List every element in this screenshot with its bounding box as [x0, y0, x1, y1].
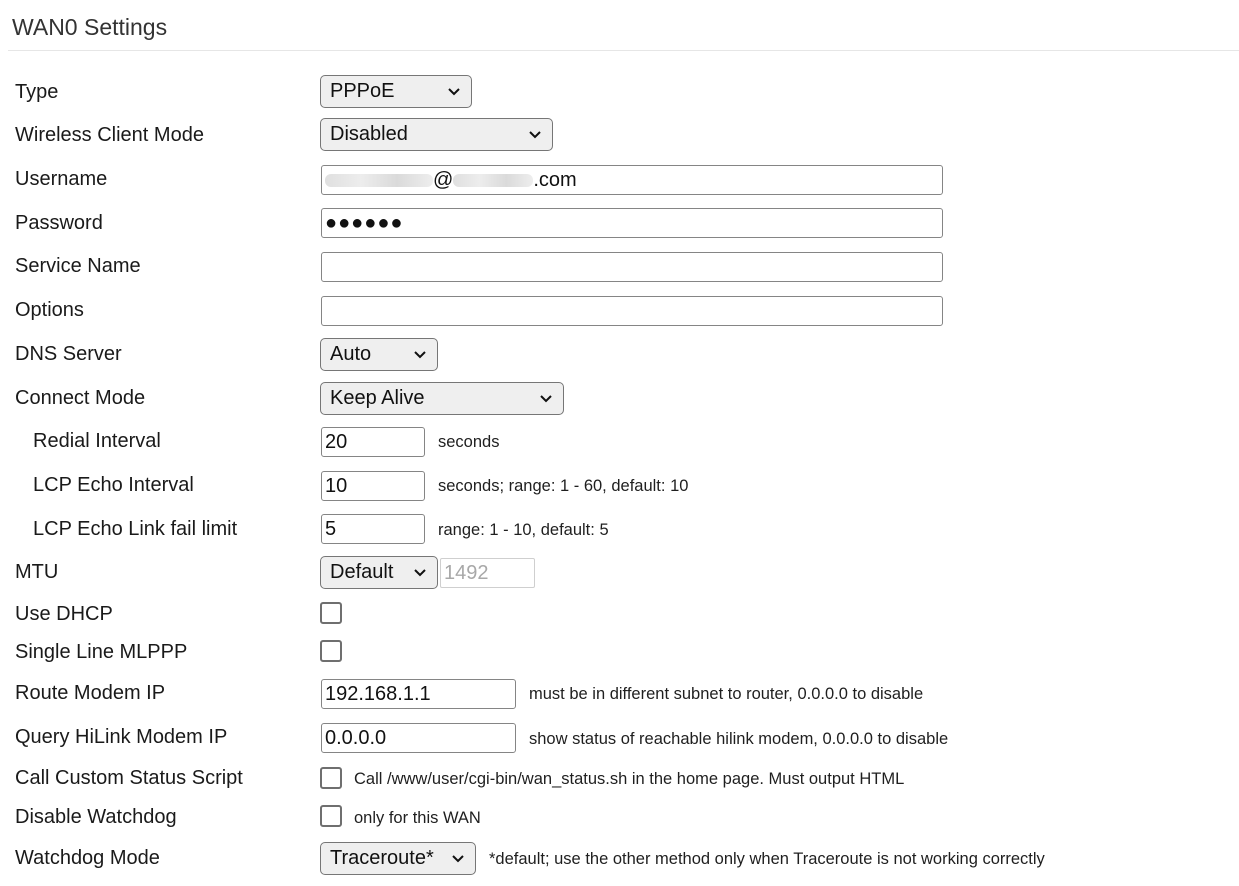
username-at: @	[433, 169, 454, 191]
wireless-client-mode-select[interactable]	[320, 118, 553, 151]
lcp-echo-fail-limit-input[interactable]: 5	[321, 514, 425, 544]
title-divider	[8, 50, 1239, 51]
redial-interval-label: Redial Interval	[33, 430, 161, 452]
options-input[interactable]	[321, 296, 943, 326]
call-custom-status-script-checkbox[interactable]	[320, 767, 342, 789]
watchdog-mode-select[interactable]	[320, 842, 476, 875]
connect-mode-label: Connect Mode	[15, 387, 146, 409]
watchdog-mode-label: Watchdog Mode	[15, 847, 160, 869]
lcp-echo-interval-input[interactable]: 10	[321, 471, 425, 501]
redial-interval-input[interactable]: 20	[321, 427, 425, 457]
connect-mode-select[interactable]	[320, 382, 564, 415]
chevron-down-icon	[539, 383, 553, 414]
chevron-down-icon	[451, 843, 465, 874]
watchdog-mode-value: Traceroute*	[330, 847, 434, 869]
password-label: Password	[15, 212, 103, 234]
lcp-echo-interval-label: LCP Echo Interval	[33, 474, 194, 496]
query-hilink-modem-ip-input[interactable]: 0.0.0.0	[321, 723, 516, 753]
call-custom-status-script-hint: Call /www/user/cgi-bin/wan_status.sh in the home page. Must output HTML	[354, 770, 905, 788]
call-custom-status-script-label: Call Custom Status Script	[15, 767, 243, 789]
disable-watchdog-hint: only for this WAN	[354, 809, 481, 827]
lcp-echo-interval-hint: seconds; range: 1 - 60, default: 10	[438, 477, 689, 495]
query-hilink-modem-ip-hint: show status of reachable hilink modem, 0.0.0.0 to disable	[529, 730, 949, 748]
use-dhcp-label: Use DHCP	[15, 603, 113, 625]
username-label: Username	[15, 168, 108, 190]
connect-mode-value: Keep Alive	[330, 387, 425, 409]
route-modem-ip-label: Route Modem IP	[15, 682, 166, 704]
mtu-label: MTU	[15, 561, 59, 583]
wireless-client-mode-label: Wireless Client Mode	[15, 124, 204, 146]
redacted-domain-part	[453, 174, 533, 187]
service-name-input[interactable]	[321, 252, 943, 282]
password-input[interactable]	[321, 208, 943, 238]
mtu-select[interactable]	[320, 556, 438, 589]
chevron-down-icon	[528, 119, 542, 150]
lcp-echo-fail-limit-label: LCP Echo Link fail limit	[33, 518, 238, 540]
dns-server-select[interactable]	[320, 338, 438, 371]
dns-server-value: Auto	[330, 343, 372, 365]
use-dhcp-checkbox[interactable]	[320, 602, 342, 624]
route-modem-ip-hint: must be in different subnet to router, 0.0.0.0 to disable	[529, 685, 924, 703]
mtu-value-input: 1492	[440, 558, 535, 588]
mtu-select-value: Default	[330, 561, 394, 583]
single-line-mlppp-checkbox[interactable]	[320, 640, 342, 662]
username-suffix: .com	[533, 169, 577, 191]
page-title: WAN0 Settings	[12, 14, 168, 40]
disable-watchdog-label: Disable Watchdog	[15, 806, 177, 828]
dns-server-label: DNS Server	[15, 343, 122, 365]
type-select[interactable]	[320, 75, 472, 108]
redacted-username-part	[325, 174, 433, 187]
query-hilink-modem-ip-label: Query HiLink Modem IP	[15, 726, 228, 748]
type-select-value: PPPoE	[330, 80, 395, 102]
chevron-down-icon	[447, 76, 461, 107]
chevron-down-icon	[413, 339, 427, 370]
redial-interval-hint: seconds	[438, 433, 500, 451]
password-mask: ●●●●●●	[325, 212, 404, 234]
watchdog-mode-hint: *default; use the other method only when Traceroute is not working correctly	[489, 850, 1045, 868]
route-modem-ip-input[interactable]: 192.168.1.1	[321, 679, 516, 709]
username-input[interactable]	[321, 165, 943, 195]
chevron-down-icon	[413, 557, 427, 588]
lcp-echo-fail-limit-hint: range: 1 - 10, default: 5	[438, 521, 609, 539]
options-label: Options	[15, 299, 84, 321]
single-line-mlppp-label: Single Line MLPPP	[15, 641, 188, 663]
type-label: Type	[15, 81, 59, 103]
service-name-label: Service Name	[15, 255, 141, 277]
wireless-client-mode-value: Disabled	[330, 123, 408, 145]
disable-watchdog-checkbox[interactable]	[320, 805, 342, 827]
